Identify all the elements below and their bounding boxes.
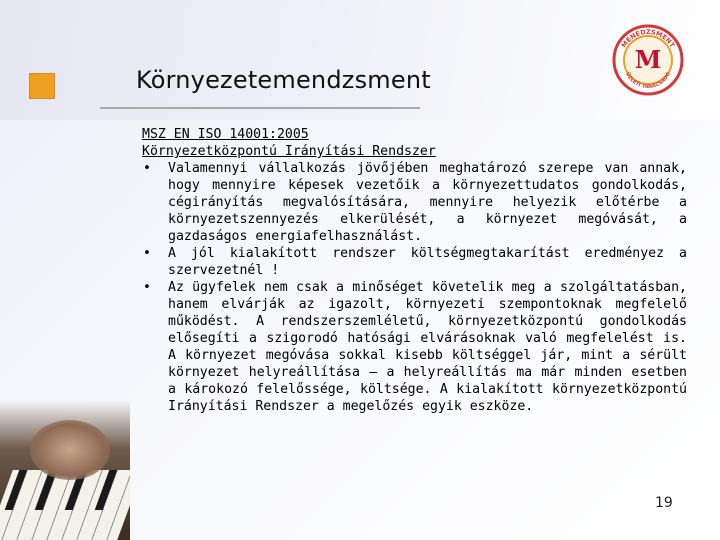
accent-square	[29, 73, 55, 99]
title-divider	[100, 107, 420, 109]
piano-hands-image	[0, 400, 130, 540]
bullet-item: • Az ügyfelek nem csak a minőséget követelik meg a szolgáltatásban, hanem elvárják az igazolt, környezeti szempontoknak megfelelő működést. A rendszerszemléletű, környezetközpontú gondolkodás elősegíti a szigorodó hatósági elvárásoknak való megfelelést is. A környezet megóvása sokkal kisebb költséggel jár, mint a sérült környezet helyreállítása – a helyreállítás ma már minden esetben a károkozó felelőssége, költsége. A kialakított környezetközpontú Irányítási Rendszer a megelőzés egyik eszköze.	[142, 279, 687, 415]
logo-text-bottom: ÜZLETI TANÁCSADÓ	[623, 71, 673, 91]
bullet-list	[142, 160, 687, 415]
bullet-item: • A jól kialakított rendszer költségmegtakarítást eredményez a szervezetnél !	[142, 245, 687, 279]
slide-content	[142, 126, 687, 415]
hand-image	[30, 420, 110, 480]
logo-letter: M	[634, 45, 662, 74]
company-logo	[612, 24, 684, 96]
page-number: 19	[655, 495, 673, 511]
standard-reference: MSZ EN ISO 14001:2005	[142, 127, 309, 142]
slide-title: Környezetemendzsment	[136, 66, 431, 94]
logo-text-top: MENEDZSMENT	[619, 27, 677, 50]
system-name: Környezetközpontú Irányítási Rendszer	[142, 144, 436, 159]
bullet-item: • Valamennyi vállalkozás jövőjében meghatározó szerepe van annak, hogy mennyire képesek vezetőik a környezettudatos gondolkodás, cégirányítás megvalósítására, mennyire helyezik előtérbe a környezetszennyezés elkerülését, a környezet megóvását, a gazdaságos energiafelhasználást.	[142, 160, 687, 245]
